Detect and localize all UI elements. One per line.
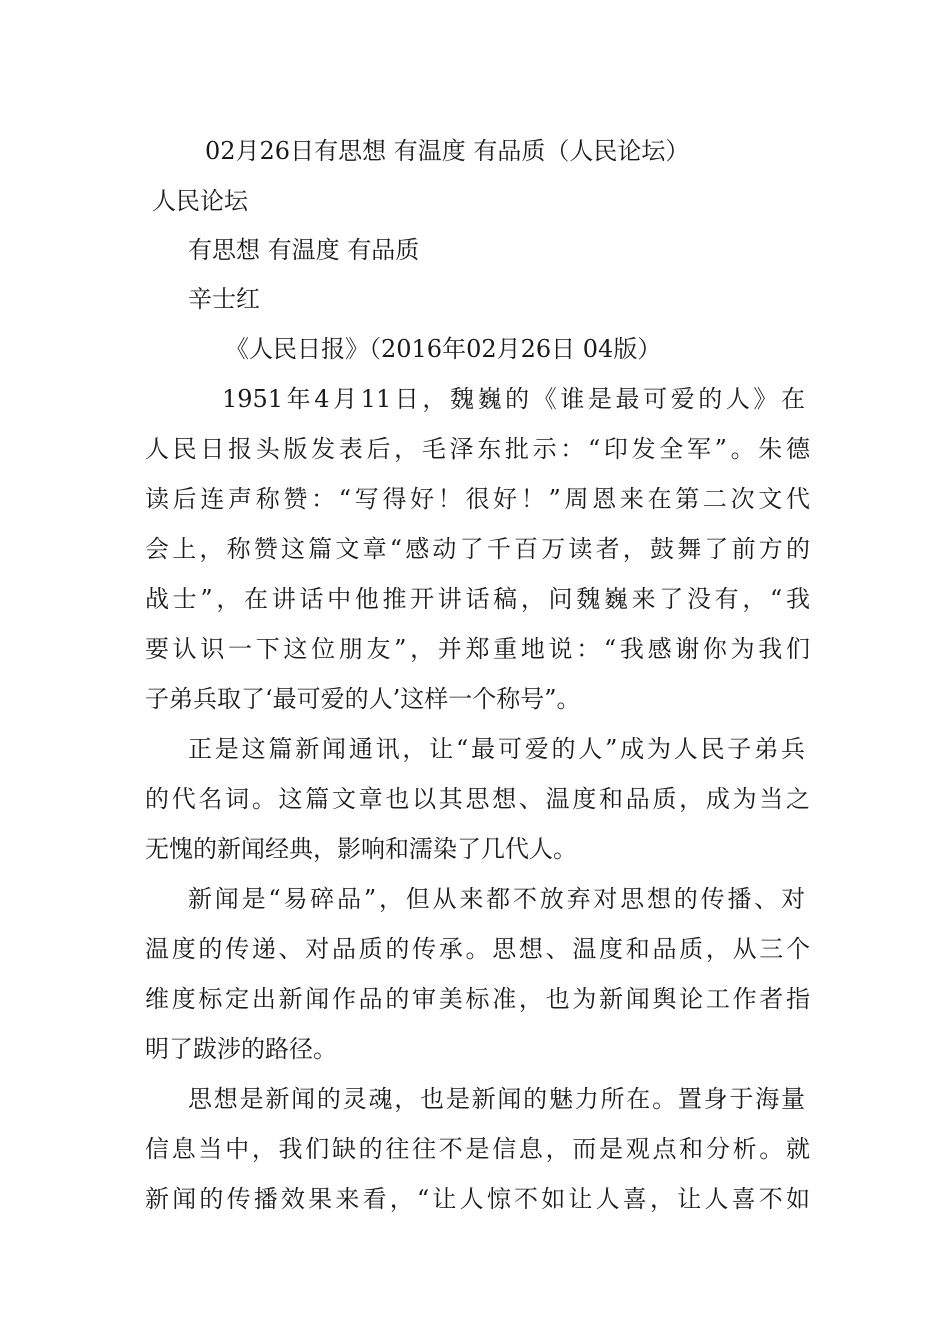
section-name: 人民论坛: [152, 187, 248, 215]
body-line: 正是这篇新闻通讯，让“最可爱的人”成为人民子弟兵: [188, 735, 805, 763]
body-line: 要认识一下这位朋友”，并郑重地说：“我感谢你为我们: [145, 635, 810, 663]
body-line: 信息当中，我们缺的往往不是信息，而是观点和分析。就: [145, 1135, 810, 1163]
body-line: 人民日报头版发表后，毛泽东批示：“印发全军”。朱德: [145, 435, 810, 463]
body-line: 新闻的传播效果来看，“让人惊不如让人喜，让人喜不如: [145, 1185, 810, 1213]
body-line: 维度标定出新闻作品的审美标准，也为新闻舆论工作者指: [145, 985, 810, 1013]
body-line: 无愧的新闻经典，影响和濡染了几代人。: [145, 835, 577, 863]
body-line: 明了跋涉的路径。: [145, 1035, 337, 1063]
body-line: 会上，称赞这篇文章“感动了千百万读者，鼓舞了前方的: [145, 535, 810, 563]
source-line: 《人民日报》（2016年02月26日 04版）: [225, 335, 662, 363]
body-line: 1951年4月11日，魏巍的《谁是最可爱的人》在: [222, 385, 805, 413]
body-line: 读后连声称赞：“写得好！很好！”周恩来在第二次文代: [145, 485, 810, 513]
body-line: 子弟兵取了‘最可爱的人’这样一个称号”。: [145, 685, 581, 713]
body-line: 战士”，在讲话中他推开讲话稿，问魏巍来了没有，“我: [145, 585, 810, 613]
body-line: 温度的传递、对品质的传承。思想、温度和品质，从三个: [145, 935, 810, 963]
body-line: 思想是新闻的灵魂，也是新闻的魅力所在。置身于海量: [188, 1085, 805, 1113]
author-name: 辛士红: [188, 285, 260, 313]
body-line: 新闻是“易碎品”，但从来都不放弃对思想的传播、对: [188, 885, 805, 913]
document-title: 02月26日有思想 有温度 有品质（人民论坛）: [205, 137, 690, 165]
body-line: 的代名词。这篇文章也以其思想、温度和品质，成为当之: [145, 785, 810, 813]
article-subtitle: 有思想 有温度 有品质: [188, 236, 420, 264]
